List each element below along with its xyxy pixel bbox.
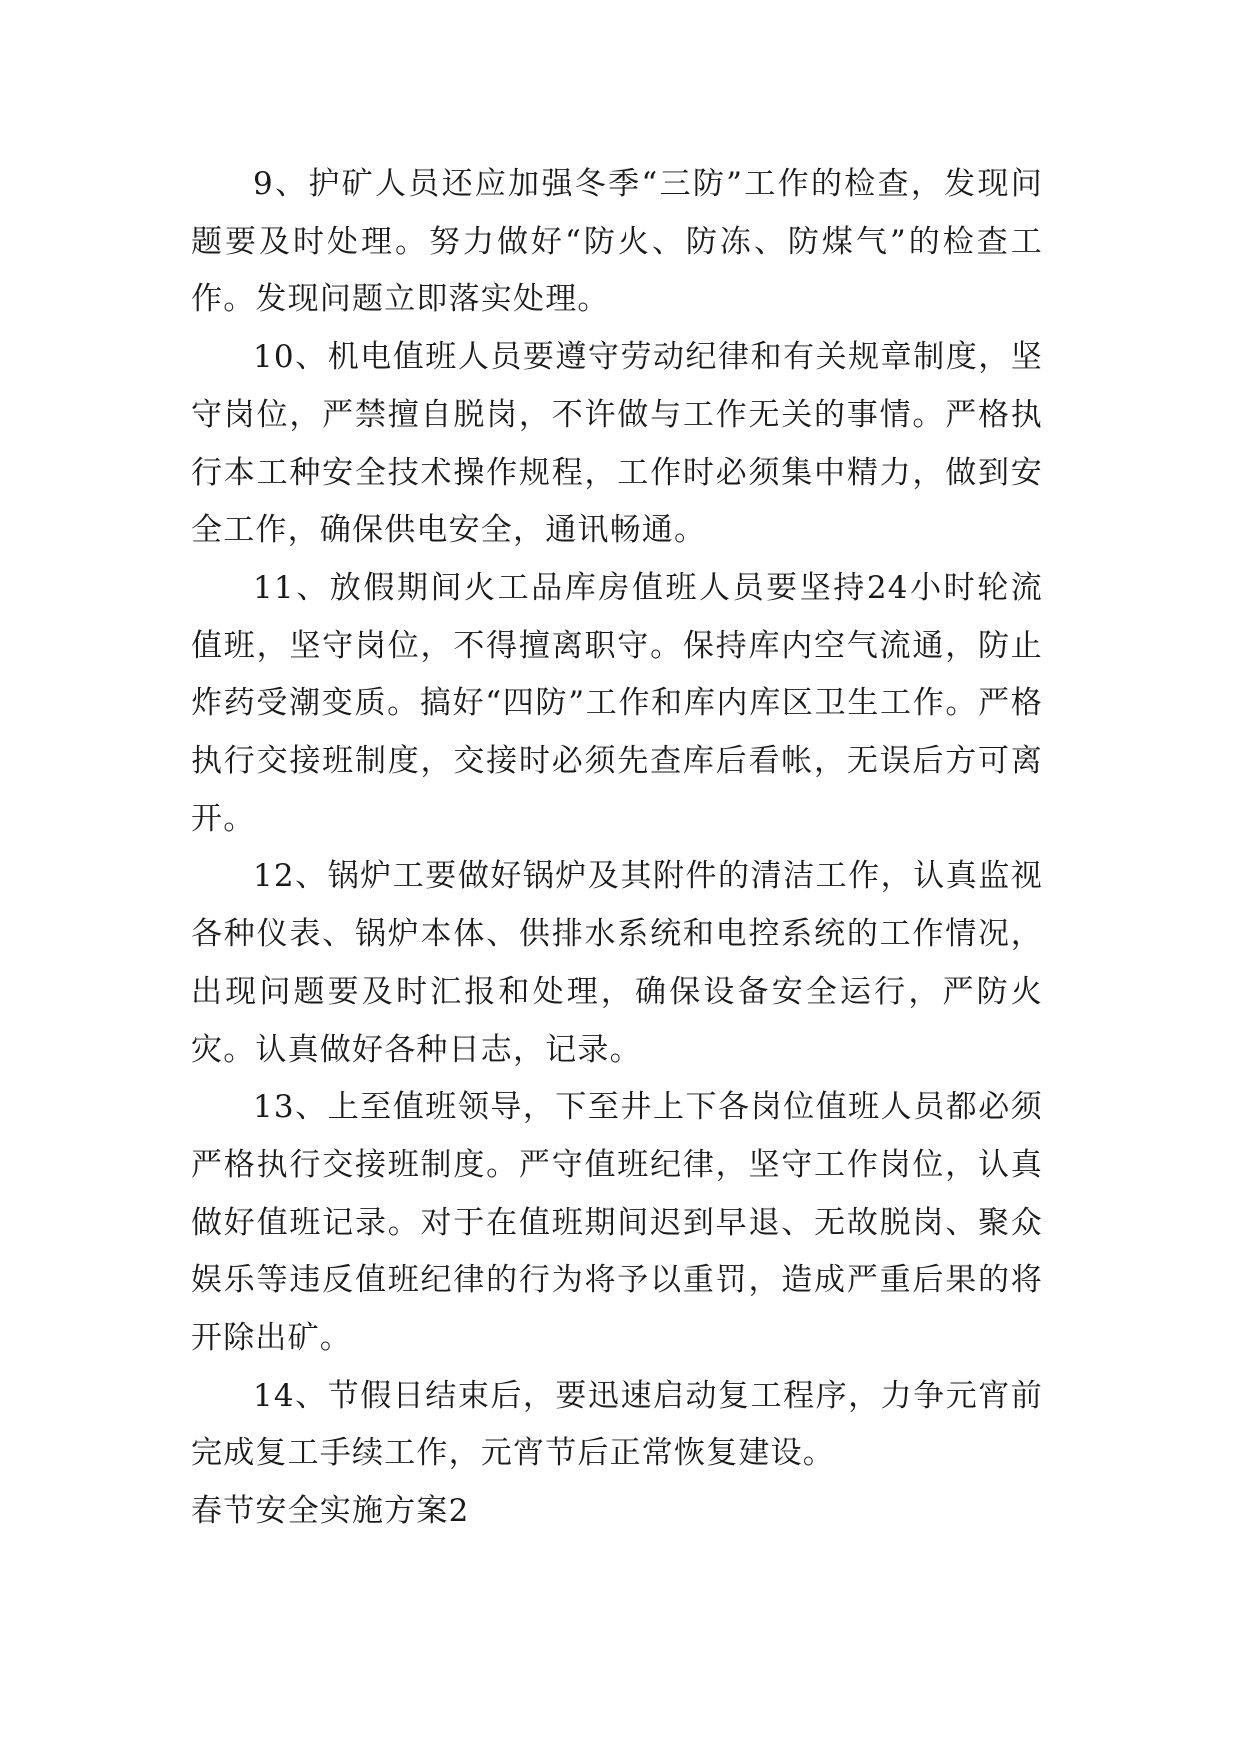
document-body (191, 156, 1043, 1541)
paragraph-item-9: 9、护矿人员还应加强冬季“三防”工作的检查，发现问题要及时处理。努力做好“防火、防冻、防煤气”的检查工作。发现问题立即落实处理。 (191, 166, 1043, 318)
paragraph-item-10: 10、机电值班人员要遵守劳动纪律和有关规章制度，坚守岗位，严禁擅自脱岗，不许做与工作无关的事情。严格执行本工种安全技术操作规程，工作时必须集中精力，做到安全工作，确保供电安全，通讯畅通。 (191, 339, 1043, 549)
paragraph-item-12: 12、锅炉工要做好锅炉及其附件的清洁工作，认真监视各种仪表、锅炉本体、供排水系统和电控系统的工作情况，出现问题要及时汇报和处理，确保设备安全运行，严防火灾。认真做好各种日志，记录。 (191, 858, 1043, 1068)
paragraph-item-13: 13、上至值班领导，下至井上下各岗位值班人员都必须严格执行交接班制度。严守值班纪律，坚守工作岗位，认真做好值班记录。对于在值班期间迟到早退、无故脱岗、聚众娱乐等违反值班纪律的行为将予以重罚，造成严重后果的将开除出矿。 (191, 1089, 1043, 1357)
section-heading: 春节安全实施方案2 (191, 1493, 470, 1530)
paragraph-item-14: 14、节假日结束后，要迅速启动复工程序，力争元宵前完成复工手续工作，元宵节后正常恢复建设。 (191, 1377, 1043, 1472)
paragraph-item-11: 11、放假期间火工品库房值班人员要坚持24小时轮流值班，坚守岗位，不得擅离职守。保持库内空气流通，防止炸药受潮变质。搞好“四防”工作和库内库区卫生工作。严格执行交接班制度，交接时必须先查库后看帐，无误后方可离开。 (191, 569, 1043, 837)
